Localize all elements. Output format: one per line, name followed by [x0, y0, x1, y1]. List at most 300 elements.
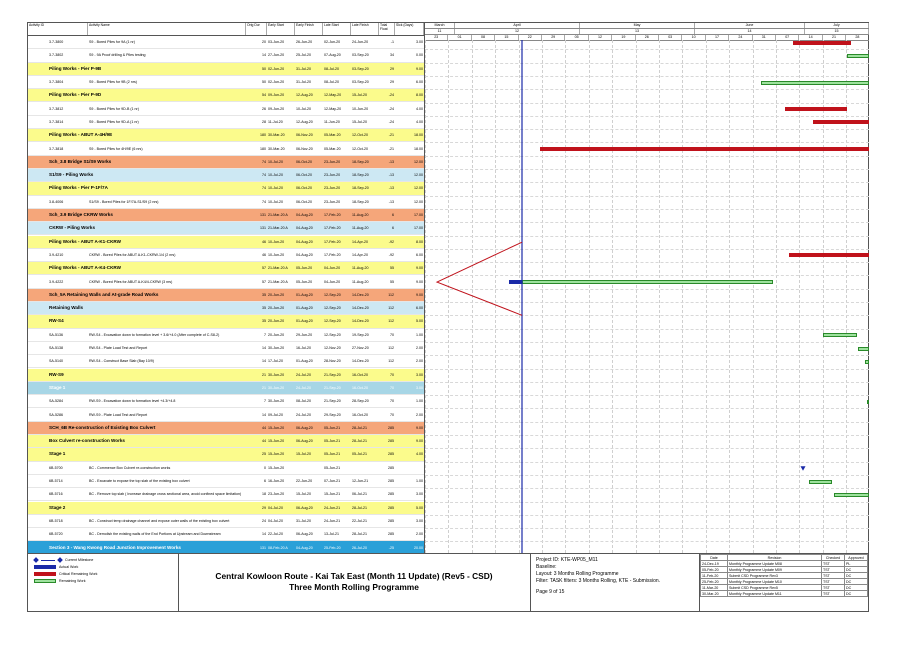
- cell-activity-name: S9 - Bored Piles for 9D-B (1 nr): [89, 106, 139, 111]
- cell-early-start: 10-Jun-20: [268, 252, 285, 257]
- cell-early-finish: 31-Jul-20: [296, 518, 311, 523]
- week-header: 10: [682, 35, 705, 40]
- timeline-overlay: [425, 23, 869, 553]
- cell-early-start: 23-Jun-20: [268, 492, 285, 497]
- cell-slack: 2.00: [416, 532, 423, 537]
- cell-total-float: 55: [390, 266, 394, 271]
- table-row[interactable]: [28, 329, 424, 342]
- cell-early-finish: 01-Aug-20: [296, 292, 313, 297]
- cell-slack: 1.00: [416, 479, 423, 484]
- month-header: April: [455, 23, 580, 28]
- cell-early-finish: 04-Aug-20: [296, 239, 313, 244]
- cell-late-start: 05-Jun-21: [324, 465, 341, 470]
- cell-total-float: 6: [392, 213, 394, 218]
- project-layout: Layout: 3 Months Rolling Programme: [536, 571, 619, 577]
- title-line-1: Central Kowloon Route - Kai Tak East (Month 11 Update) (Rev5 - CSD): [215, 571, 493, 581]
- rev-col-date: Date: [701, 555, 728, 561]
- group-row[interactable]: [28, 63, 424, 76]
- cell-late-start: 02-Jun-20: [324, 40, 341, 45]
- cell-early-finish: 24-Jul-20: [296, 372, 311, 377]
- group-row[interactable]: [28, 156, 424, 169]
- revision-cell: DC: [845, 573, 868, 579]
- group-row[interactable]: [28, 448, 424, 461]
- cell-late-finish: 14-Apr-20: [352, 239, 368, 244]
- cell-late-start: 12-May-20: [324, 106, 342, 111]
- cell-activity-name: Sch_5A Retaining Walls and At-grade Road Works: [49, 291, 159, 297]
- cell-early-start: 30-Jun-20: [268, 346, 285, 351]
- cell-late-finish: 03-Sep-20: [352, 80, 369, 85]
- cell-early-finish: 06-Oct-20: [296, 186, 312, 191]
- table-row[interactable]: [28, 488, 424, 501]
- cell-activity-id: SA-5138: [49, 346, 63, 351]
- cell-early-finish: 06-Oct-20: [296, 199, 312, 204]
- cell-slack: 0.00: [416, 53, 423, 58]
- cell-early-start: 09-Jun-20: [268, 93, 285, 98]
- cell-late-finish: 27-Nov-20: [352, 346, 369, 351]
- cell-slack: 3.00: [416, 372, 423, 377]
- critical-bar-icon: [34, 572, 56, 576]
- cell-total-float: 70: [390, 412, 394, 417]
- cell-slack: 9.00: [416, 66, 423, 71]
- revision-cell: TST: [822, 573, 845, 579]
- cell-early-finish: 15-Jul-20: [296, 492, 311, 497]
- cell-total-float: 112: [388, 346, 394, 351]
- project-info: [530, 554, 700, 612]
- cell-activity-name: RW-S9 - Excavation down to formation level +4.3/+4.8: [89, 399, 176, 404]
- week-header: 23: [425, 35, 448, 40]
- cell-activity-name: S9 - Bored Piles for 9A (1 nr): [89, 40, 135, 45]
- cell-activity-name: Piling Works - ABUT A-4H/9E: [49, 132, 113, 138]
- cell-late-finish: 03-Sep-20: [352, 53, 369, 58]
- cell-late-finish: 14-Dec-20: [352, 292, 369, 297]
- cell-late-start: 21-Sep-20: [324, 399, 341, 404]
- cell-slack: 6.00: [416, 252, 423, 257]
- col-late-start[interactable]: Late Start: [323, 23, 351, 35]
- cell-activity-name: S9 - 9A Proof drilling & Piles testing: [89, 53, 146, 58]
- cell-orig-dur: 7: [264, 399, 266, 404]
- revision-cell: TST: [822, 561, 845, 567]
- cell-late-finish: 26-Jul-20: [352, 545, 367, 550]
- cell-late-finish: 22-Jul-21: [352, 518, 367, 523]
- cell-activity-name: Box Culvert re-construction Works: [49, 438, 125, 444]
- group-row[interactable]: [28, 502, 424, 515]
- revision-cell: DC: [845, 567, 868, 573]
- cell-orig-dur: 54: [262, 93, 266, 98]
- cell-slack: [395, 462, 424, 474]
- cell-total-float: -13: [388, 159, 394, 164]
- cell-slack: 12.00: [414, 173, 423, 178]
- cell-orig-dur: 74: [262, 186, 266, 191]
- cell-early-start: 10-Jun-20: [268, 239, 285, 244]
- table-row[interactable]: [28, 116, 424, 129]
- cell-orig-dur: 6: [264, 479, 266, 484]
- cell-slack: 17.00: [414, 213, 423, 218]
- cell-activity-name: Piling Works - Pier P-9D: [49, 92, 102, 98]
- cell-activity-name: Stage 2: [49, 504, 66, 510]
- cell-orig-dur: 44: [262, 425, 266, 430]
- cell-orig-dur: 74: [262, 199, 266, 204]
- cell-early-start: 04-Jul-20: [268, 505, 283, 510]
- cell-early-finish: 16-Jul-20: [296, 346, 311, 351]
- cell-activity-name: CKRW - Piling Works: [49, 225, 96, 231]
- cell-orig-dur: 131: [260, 545, 266, 550]
- cell-orig-dur: 14: [262, 346, 266, 351]
- cell-late-start: 23-Jun-20: [324, 159, 341, 164]
- cell-slack: 9.00: [416, 279, 423, 284]
- cell-late-start: 08-Jul-20: [324, 80, 339, 85]
- cell-slack: 12.00: [414, 186, 423, 191]
- table-row[interactable]: [28, 196, 424, 209]
- cell-total-float: 29: [390, 80, 394, 85]
- col-late-finish[interactable]: Late Finish: [351, 23, 379, 35]
- group-row[interactable]: [28, 236, 424, 249]
- cell-late-start: 23-Jun-20: [324, 186, 341, 191]
- week-header: 21: [823, 35, 846, 40]
- cell-early-start: 15-Jun-20: [268, 439, 285, 444]
- cell-late-start: 17-Feb-20: [324, 252, 341, 257]
- cell-late-finish: 28-Jul-21: [352, 439, 367, 444]
- cell-orig-dur: 20: [262, 40, 266, 45]
- cell-late-finish: 28-Jul-21: [352, 532, 367, 537]
- cell-activity-name: S9 - Bored Piles for 4H/9E (6 nrs): [89, 146, 143, 151]
- gantt-timeline: [425, 23, 869, 553]
- cell-early-start: 09-Jul-20: [268, 412, 283, 417]
- project-filter: Filter: TASK filters: 3 Months Rolling, KTE - Submission.: [536, 578, 661, 584]
- cell-late-start: 05-Jun-21: [324, 439, 341, 444]
- cell-late-start: 07-Aug-20: [324, 53, 341, 58]
- group-row[interactable]: [28, 382, 424, 395]
- cell-early-finish: 06-Aug-20: [296, 532, 313, 537]
- cell-late-finish: 18-Sep-20: [352, 173, 369, 178]
- week-header: 29: [542, 35, 565, 40]
- col-slack[interactable]: Slck (Days): [395, 23, 424, 35]
- cell-total-float: 112: [388, 292, 394, 297]
- cell-orig-dur: 57: [262, 266, 266, 271]
- week-header: 03: [659, 35, 682, 40]
- group-row[interactable]: [28, 89, 424, 102]
- cell-late-finish: 14-Dec-20: [352, 306, 369, 311]
- cell-late-start: 28-Nov-20: [324, 359, 341, 364]
- cell-activity-name: S1/S9 - Bored Piles for 1F/7A-S1/S9 (2 nrs): [89, 199, 159, 204]
- cell-late-finish: 12-Oct-20: [352, 146, 368, 151]
- cell-activity-id: 6B-5718: [49, 518, 63, 523]
- cell-late-finish: 12-Jun-21: [352, 479, 369, 484]
- legend-remaining-label: Remaining Work: [59, 579, 86, 583]
- cell-late-start: 15-Jun-21: [324, 492, 341, 497]
- cell-late-finish: [351, 462, 379, 474]
- cell-early-start: 30-Mar-20: [268, 146, 285, 151]
- table-row[interactable]: [28, 103, 424, 116]
- cell-late-start: 11-Jun-20: [324, 119, 340, 124]
- cell-slack: 2.00: [416, 359, 423, 364]
- group-row[interactable]: [28, 435, 424, 448]
- cell-orig-dur: 14: [262, 359, 266, 364]
- cell-activity-id: 6B-5714: [49, 479, 63, 484]
- cell-late-finish: 16-Oct-20: [352, 385, 368, 390]
- cell-slack: 5.00: [416, 505, 423, 510]
- table-row[interactable]: [28, 462, 424, 475]
- cell-late-start: 12-Sep-20: [324, 319, 341, 324]
- cell-total-float: 70: [390, 385, 394, 390]
- cell-activity-name: BC - Excavate to expose the top slab of the existing box culvert: [89, 479, 190, 484]
- cell-orig-dur: 14: [262, 412, 266, 417]
- cell-slack: 12.00: [414, 199, 423, 204]
- cell-early-finish: 24-Jul-20: [296, 385, 311, 390]
- cell-slack: 8.00: [416, 93, 423, 98]
- group-row[interactable]: [28, 422, 424, 435]
- cell-late-start: 23-Jun-20: [324, 199, 341, 204]
- cell-activity-name: RW-S9 - Plate Load Test and Report: [89, 412, 148, 417]
- rev-col-checked: Checked: [822, 555, 845, 561]
- cell-activity-id: 3.7-3814: [49, 119, 64, 124]
- cell-activity-name: S9 - Bored Piles for 9B (2 nrs): [89, 80, 137, 85]
- cell-early-start: 21-Mar-20 A: [268, 213, 288, 218]
- revision-cell: Monthly Programme Update M11: [728, 591, 822, 597]
- cell-late-start: 17-Feb-20: [324, 239, 341, 244]
- month-number: 13: [580, 29, 695, 34]
- progress-line: [437, 242, 522, 315]
- cell-early-start: 15-Jun-20: [268, 425, 285, 430]
- table-row[interactable]: [28, 36, 424, 49]
- cell-orig-dur: 50: [262, 80, 266, 85]
- cell-late-finish: 15-Jul-20: [352, 119, 367, 124]
- cell-total-float: -1: [390, 40, 394, 45]
- group-row[interactable]: [28, 369, 424, 382]
- rev-col-approved: Approved: [845, 555, 868, 561]
- cell-total-float: -21: [388, 133, 394, 138]
- cell-early-finish: [295, 462, 323, 474]
- group-row[interactable]: [28, 315, 424, 328]
- revision-cell: Submit CSD Programme Rev5: [728, 585, 822, 591]
- cell-early-finish: 12-Aug-20: [296, 93, 313, 98]
- revision-cell: 24-Dec-19: [701, 561, 728, 567]
- cell-late-start: 17-Feb-20: [324, 226, 341, 231]
- revision-cell: TST: [822, 579, 845, 585]
- cell-early-finish: 04-Aug-20: [296, 213, 313, 218]
- remaining-bar-icon: [34, 579, 56, 583]
- cell-activity-id: 3.8-4006: [49, 199, 64, 204]
- cell-activity-id: 3.7-3804: [49, 80, 64, 85]
- cell-early-finish: 01-Aug-20: [296, 359, 313, 364]
- month-number: 14: [695, 29, 805, 34]
- cell-late-start: 05-Mar-20: [324, 146, 341, 151]
- cell-activity-id: 6B-5720: [49, 532, 63, 537]
- week-header: 01: [448, 35, 471, 40]
- cell-late-start: 08-Jul-20: [324, 66, 339, 71]
- revision-cell: Monthly Programme Update M10: [728, 579, 822, 585]
- cell-orig-dur: 21: [262, 372, 266, 377]
- cell-activity-name: CKRW - Bored Piles for ABUT A-K1-CKRW-1/4 (2 nrs): [89, 252, 176, 257]
- table-row[interactable]: [28, 515, 424, 528]
- cell-late-start: 05-Jun-21: [324, 425, 341, 430]
- cell-slack: 1.00: [416, 399, 423, 404]
- cell-late-start: 23-Jun-20: [324, 173, 341, 178]
- gantt-sheet: [27, 22, 869, 612]
- cell-orig-dur: 131: [260, 226, 266, 231]
- cell-slack: 20.00: [414, 545, 423, 550]
- cell-activity-name: BC - Construct temp drainage channel and expose outer walls of the existing box culvert: [89, 518, 230, 523]
- table-row[interactable]: [28, 475, 424, 488]
- revision-cell: TST: [822, 567, 845, 573]
- cell-late-finish: 24-Jun-20: [352, 40, 369, 45]
- cell-total-float: -13: [388, 186, 394, 191]
- table-row[interactable]: [28, 142, 424, 155]
- table-row[interactable]: [28, 355, 424, 368]
- cell-early-finish: 08-Jul-20: [296, 399, 311, 404]
- group-row[interactable]: [28, 302, 424, 315]
- table-row[interactable]: [28, 49, 424, 62]
- cell-total-float: 34: [390, 53, 394, 58]
- table-row[interactable]: [28, 76, 424, 89]
- cell-early-start: 27-Jun-20: [268, 53, 285, 58]
- cell-orig-dur: 44: [262, 439, 266, 444]
- cell-late-finish: 18-Sep-20: [352, 159, 369, 164]
- week-header: 05: [565, 35, 588, 40]
- footer: [28, 553, 868, 612]
- cell-activity-name: Piling Works - ABUT A-K1-CKRW: [49, 238, 121, 244]
- actual-bar-icon: [34, 565, 56, 569]
- cell-total-float: 285: [388, 492, 394, 497]
- week-header: 28: [846, 35, 869, 40]
- cell-total-float: -92: [388, 239, 394, 244]
- cell-orig-dur: 35: [262, 306, 266, 311]
- cell-early-start: 10-Jul-20: [268, 173, 283, 178]
- cell-activity-name: BC - Demolish the existing walls of the End Portions at Upstream and Downstream: [89, 532, 221, 537]
- cell-late-finish: 14-Dec-20: [352, 359, 369, 364]
- cell-total-float: 70: [390, 372, 394, 377]
- milestone-marker[interactable]: [801, 466, 806, 471]
- week-header: 15: [495, 35, 518, 40]
- col-early-finish[interactable]: Early Finish: [295, 23, 323, 35]
- col-orig-dur[interactable]: Orig Dur: [246, 23, 267, 35]
- cell-late-start: 13-Jul-21: [324, 532, 339, 537]
- cell-total-float: 112: [388, 306, 394, 311]
- cell-late-start: 21-Sep-20: [324, 372, 341, 377]
- line-icon: [41, 560, 55, 561]
- group-row[interactable]: [28, 222, 424, 235]
- cell-slack: 18.00: [414, 133, 423, 138]
- legend-critical: [34, 572, 97, 576]
- cell-early-finish: 10-Jul-20: [296, 106, 311, 111]
- cell-activity-name: S1/S9 - Piling Works: [49, 172, 94, 178]
- col-activity-name[interactable]: Activity Name: [88, 23, 246, 35]
- cell-total-float: 112: [388, 359, 394, 364]
- cell-early-start: 17-Jul-20: [268, 359, 283, 364]
- cell-slack: 9.00: [416, 266, 423, 271]
- month-number: 11: [425, 29, 455, 34]
- cell-activity-name: Retaining Walls: [49, 305, 84, 311]
- rev-col-revision: Revision: [728, 555, 822, 561]
- table-row[interactable]: [28, 408, 424, 421]
- cell-early-start: 10-Jul-20: [268, 159, 283, 164]
- cell-slack: 5.00: [416, 319, 423, 324]
- group-row[interactable]: [28, 169, 424, 182]
- revision-table: [700, 554, 868, 612]
- cell-activity-id: 6B-5716: [49, 492, 63, 497]
- week-header: 19: [612, 35, 635, 40]
- cell-late-finish: 11-Aug-20: [352, 226, 369, 231]
- activity-table: [28, 23, 425, 553]
- group-row[interactable]: [28, 182, 424, 195]
- cell-activity-id: 3.7-3800: [49, 40, 64, 45]
- group-row[interactable]: [28, 129, 424, 142]
- cell-total-float: -24: [388, 106, 394, 111]
- group-row[interactable]: [28, 209, 424, 222]
- cell-total-float: 112: [388, 319, 394, 324]
- cell-total-float: -92: [388, 252, 394, 257]
- diamond-icon: [57, 557, 63, 563]
- cell-total-float: 285: [388, 465, 394, 470]
- group-row[interactable]: [28, 262, 424, 275]
- revision-cell: 11-Feb-20: [701, 573, 728, 579]
- cell-activity-id: 3.7-3818: [49, 146, 64, 151]
- cell-orig-dur: 29: [262, 505, 266, 510]
- cell-late-start: 12-May-20: [324, 93, 342, 98]
- col-total-float[interactable]: Total Float: [379, 23, 395, 35]
- cell-total-float: 55: [390, 279, 394, 284]
- cell-total-float: 70: [390, 399, 394, 404]
- col-early-start[interactable]: Early Start: [267, 23, 295, 35]
- table-row[interactable]: [28, 528, 424, 541]
- cell-late-finish: 28-Jul-21: [352, 425, 367, 430]
- revision-cell: DC: [845, 585, 868, 591]
- cell-orig-dur: 18: [262, 492, 266, 497]
- cell-slack: 9.00: [416, 425, 423, 430]
- cell-early-start: 30-Mar-20: [268, 133, 285, 138]
- cell-late-start: 05-Mar-20: [324, 133, 341, 138]
- cell-late-finish: 16-Oct-20: [352, 372, 368, 377]
- cell-orig-dur: 74: [262, 159, 266, 164]
- cell-total-float: 285: [388, 479, 394, 484]
- page-number: Page 9 of 15: [536, 589, 565, 595]
- cell-early-finish: 22-Jun-20: [296, 479, 313, 484]
- project-id: Project ID: KTE-WP05_M11: [536, 557, 598, 563]
- cell-total-float: 285: [388, 532, 394, 537]
- cell-orig-dur: 46: [262, 239, 266, 244]
- group-row[interactable]: [28, 541, 424, 553]
- cell-total-float: 285: [388, 505, 394, 510]
- cell-early-finish: 31-Jul-20: [296, 66, 311, 71]
- col-activity-id[interactable]: Activity ID: [28, 23, 88, 35]
- cell-late-start: 25-Feb-20: [324, 545, 341, 550]
- group-row[interactable]: [28, 289, 424, 302]
- revision-cell: PL: [845, 561, 868, 567]
- table-row[interactable]: [28, 275, 424, 288]
- cell-orig-dur: 14: [262, 53, 266, 58]
- cell-activity-name: SCH_6B Re-construction of Existing Box Culvert: [49, 424, 156, 430]
- revision-row: [701, 591, 868, 597]
- cell-early-start: 20-Jun-20: [268, 292, 285, 297]
- table-row[interactable]: [28, 395, 424, 408]
- cell-early-start: 15-Jun-20: [268, 452, 285, 457]
- cell-activity-name: RW-S4 - Plate Load Test and Report: [89, 346, 148, 351]
- cell-orig-dur: 28: [262, 119, 266, 124]
- cell-slack: 2.00: [416, 346, 423, 351]
- cell-early-finish: 05-Jun-20: [296, 266, 313, 271]
- week-header: 07: [776, 35, 799, 40]
- table-row[interactable]: [28, 342, 424, 355]
- diamond-icon: [33, 557, 39, 563]
- cell-slack: 2.00: [416, 412, 423, 417]
- revision-cell: 25-Feb-20: [701, 579, 728, 585]
- table-row[interactable]: [28, 249, 424, 262]
- cell-late-finish: 10-Jun-20: [352, 106, 369, 111]
- cell-early-start: 11-Jul-20: [268, 119, 283, 124]
- cell-late-start: 12-Sep-20: [324, 292, 341, 297]
- cell-late-start: 24-Jun-21: [324, 518, 341, 523]
- cell-activity-id: SA-5140: [49, 359, 63, 364]
- cell-early-finish: 06-Aug-20: [296, 425, 313, 430]
